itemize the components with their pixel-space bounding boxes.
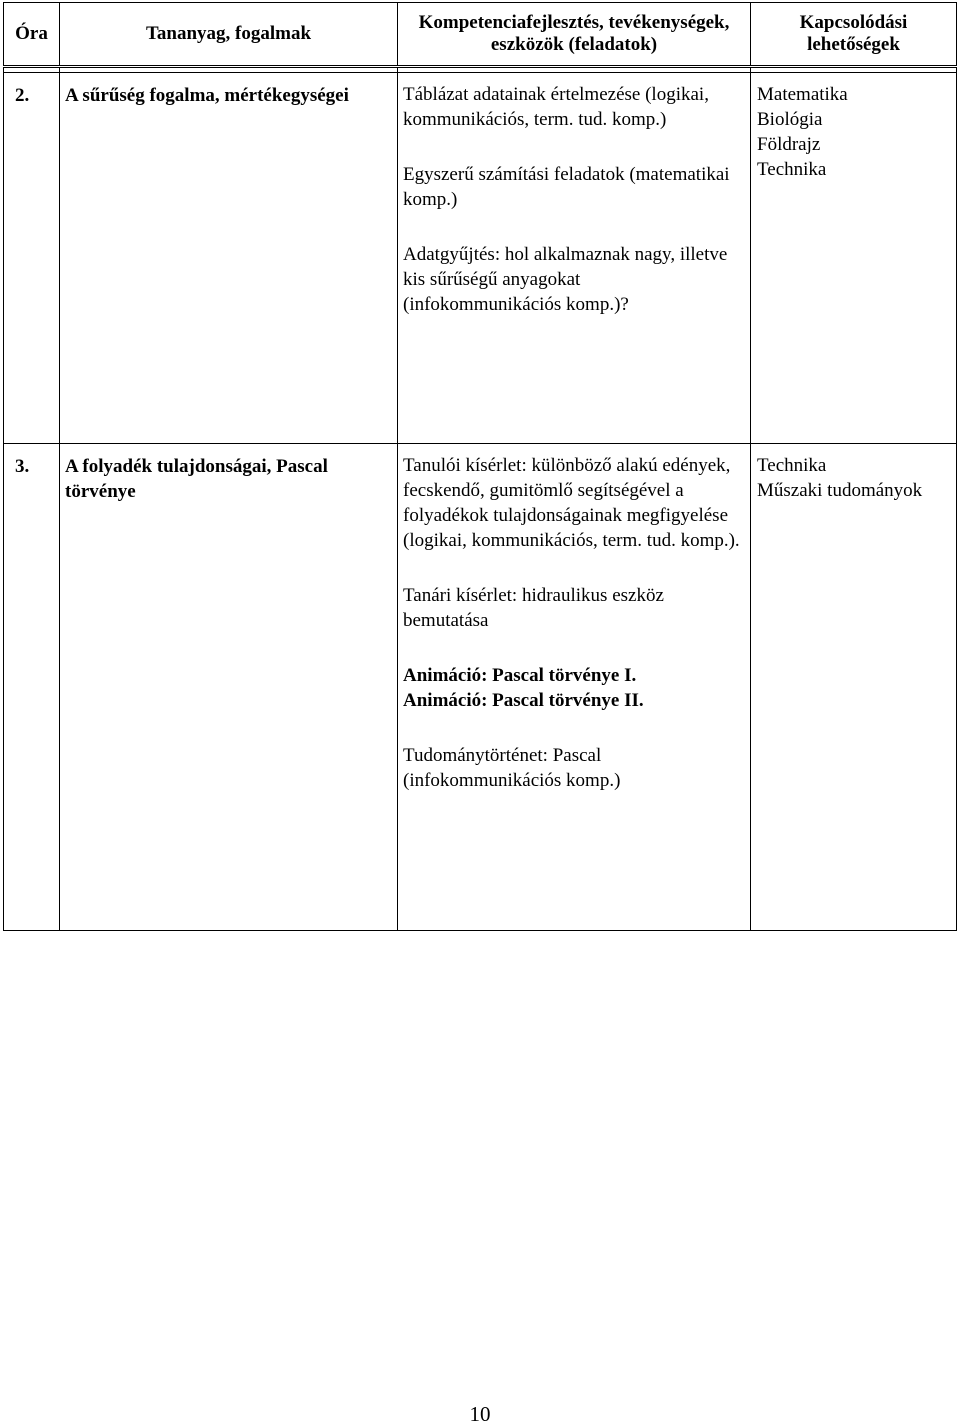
table-header-row <box>4 3 957 67</box>
connection-item: Technika <box>757 159 827 180</box>
activity-item: Tudománytörténet: Pascal (infokommunikációs komp.) <box>403 745 621 791</box>
header-kapcsolodasi: Kapcsolódási lehetőségek <box>751 3 957 67</box>
animation-item: Animáció: Pascal törvénye I. <box>403 665 637 686</box>
lesson-number: 3. <box>4 444 60 931</box>
connection-item: Földrajz <box>757 134 821 155</box>
lesson-activities <box>398 444 751 931</box>
activity-item: Egyszerű számítási feladatok (matematikai komp.) <box>403 164 730 210</box>
header-kompetencia: Kompetenciafejlesztés, tevékenységek, eszközök (feladatok) <box>398 3 751 67</box>
activity-item: Adatgyűjtés: hol alkalmaznak nagy, illetve kis sűrűségű anyagokat (infokommunikációs komp.)? <box>403 244 728 315</box>
lesson-connections <box>751 444 957 931</box>
activity-item: Táblázat adatainak értelmezése (logikai, kommunikációs, term. tud. komp.) <box>403 84 709 130</box>
table-row <box>4 444 957 931</box>
lesson-topic: A folyadék tulajdonságai, Pascal törvénye <box>60 444 398 931</box>
connection-item: Műszaki tudományok <box>757 480 923 501</box>
header-tananyag: Tananyag, fogalmak <box>60 3 398 67</box>
lesson-topic: A sűrűség fogalma, mértékegységei <box>60 73 398 444</box>
activity-item: Tanulói kísérlet: különböző alakú edények, fecskendő, gumitömlő segítségével a folyadékok tulajdonságainak megfigyelése (logikai, kommunikációs, term. tud. komp.). <box>403 455 740 551</box>
connection-item: Technika <box>757 455 827 476</box>
table-row <box>4 73 957 444</box>
animation-item: Animáció: Pascal törvénye II. <box>403 690 644 711</box>
lesson-connections <box>751 73 957 444</box>
page-number: 10 <box>469 1402 491 1426</box>
header-ora: Óra <box>4 3 60 67</box>
lesson-number: 2. <box>4 73 60 444</box>
connection-item: Biológia <box>757 109 823 130</box>
connection-item: Matematika <box>757 84 848 105</box>
lesson-activities <box>398 73 751 444</box>
curriculum-table <box>3 2 956 931</box>
activity-item: Tanári kísérlet: hidraulikus eszköz bemutatása <box>403 585 664 631</box>
